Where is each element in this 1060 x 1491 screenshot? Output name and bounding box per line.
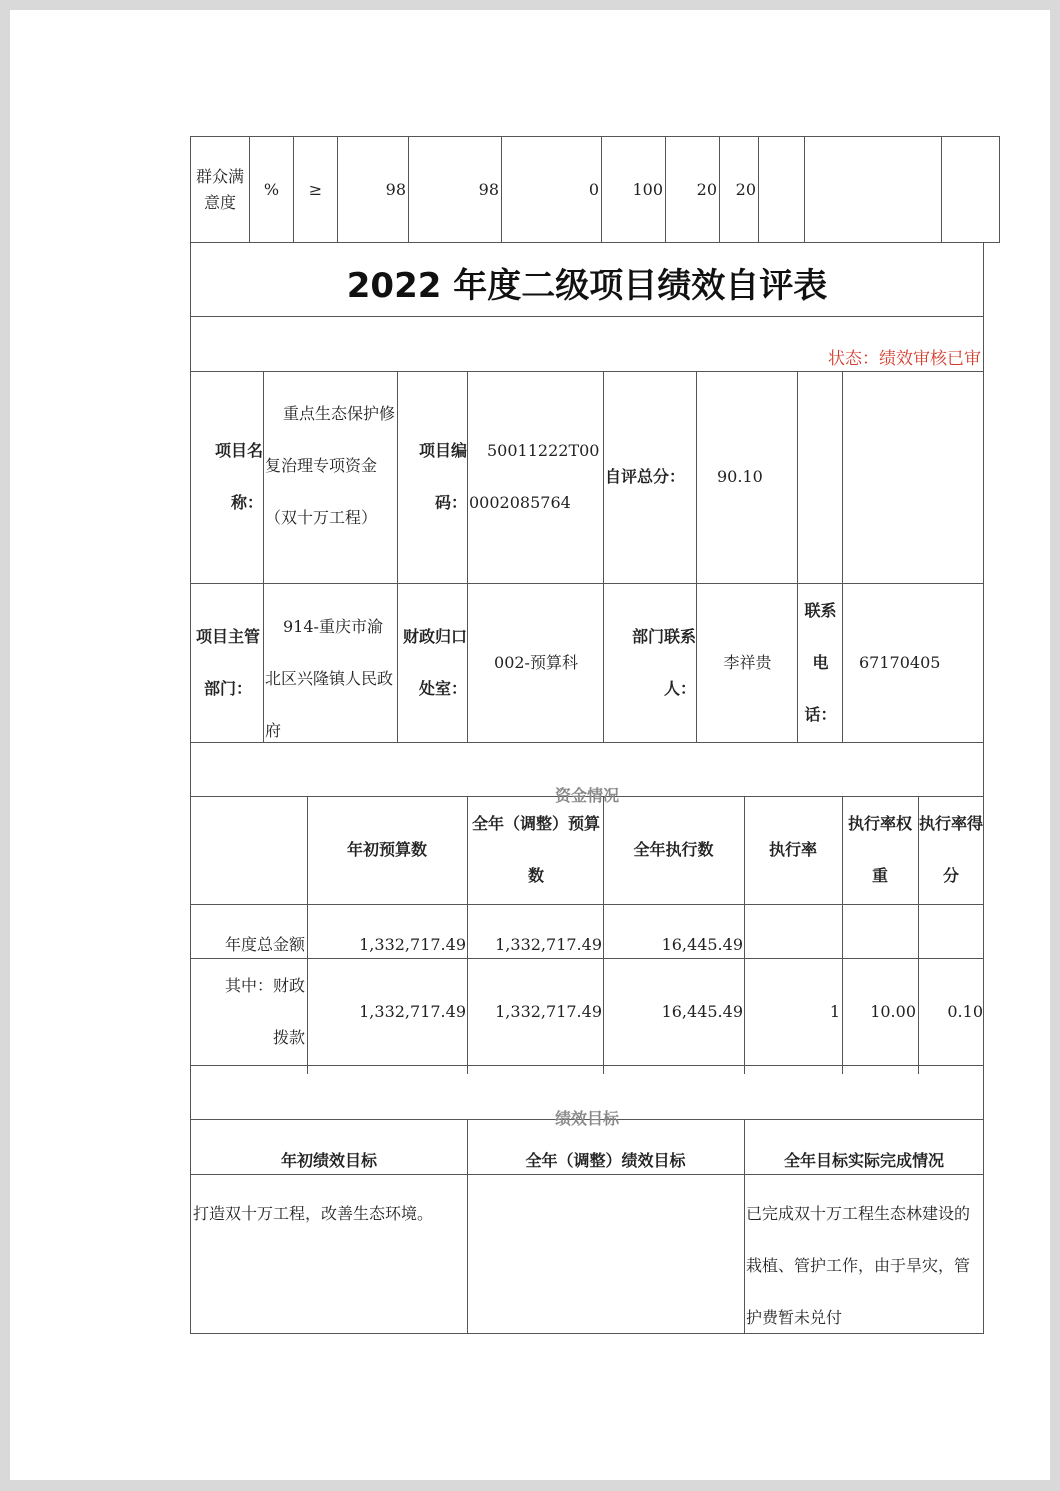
indicator-name-cell — [191, 137, 250, 243]
value-text: 002-预算科 — [494, 652, 578, 672]
divider — [397, 371, 398, 742]
funds-row-label — [191, 958, 305, 1065]
funds-row-weight — [842, 958, 916, 1065]
document-page — [10, 10, 1050, 1480]
funds-header-weight — [842, 796, 918, 904]
project-code-label — [399, 371, 467, 583]
phone-label — [799, 583, 842, 742]
header-text: 执行率 — [768, 840, 817, 859]
score-value: 20 — [735, 179, 756, 199]
self-score-label — [605, 371, 696, 583]
empty-cell — [942, 137, 1000, 243]
header-text: 执行率权重 — [847, 814, 912, 885]
funds-header-score — [918, 796, 984, 904]
weight-value: 20 — [696, 179, 717, 199]
divider — [191, 742, 983, 743]
label-text: 项目名称： — [214, 441, 263, 512]
operator-value: ≥ — [308, 179, 323, 199]
rate-cell — [602, 137, 666, 243]
divider — [191, 316, 983, 317]
header-text: 年初绩效目标 — [280, 1151, 377, 1170]
self-evaluation-form — [190, 243, 984, 1334]
funds-row-initial — [307, 958, 466, 1065]
value-text: 打造双十万工程，改善生态环境。 — [193, 1204, 434, 1223]
value-text: 1,332,717.49 — [359, 1001, 466, 1021]
finance-office-value — [469, 583, 603, 742]
goals-header-adjusted — [467, 1119, 744, 1174]
table-row — [191, 137, 1000, 243]
value-text: 67170405 — [859, 652, 941, 672]
value-text: 1,332,717.49 — [495, 1001, 602, 1021]
funds-row-score — [918, 958, 983, 1065]
value-text: 914-重庆市渝北区兴隆镇人民政府 — [265, 617, 394, 740]
funds-row-adjusted — [467, 958, 602, 1065]
target-value: 98 — [385, 179, 406, 199]
contact-label — [605, 583, 696, 742]
actual-cell — [409, 137, 502, 243]
contact-value — [698, 583, 797, 742]
goals-section-title: 绩效目标 — [554, 1109, 619, 1128]
indicator-name: 群众满意度 — [195, 166, 244, 212]
page-title: 2022 年度二级项目绩效自评表 — [346, 266, 828, 306]
self-score-value — [717, 371, 797, 583]
divider — [797, 371, 798, 742]
value-text: 90.10 — [717, 467, 763, 486]
value-text: 1,332,717.49 — [495, 935, 602, 954]
value-text: 16,445.49 — [661, 1001, 743, 1021]
label-text: 项目编码： — [418, 441, 467, 512]
funds-section-title: 资金情况 — [554, 786, 619, 805]
project-name-label — [193, 371, 263, 583]
header-text: 全年（调整）绩效目标 — [525, 1151, 686, 1170]
phone-value — [859, 583, 979, 742]
header-text: 全年目标实际完成情况 — [783, 1151, 944, 1170]
project-code-value — [469, 371, 603, 583]
header-text: 全年执行数 — [633, 840, 714, 859]
label-text: 联系电话： — [804, 600, 837, 724]
value-text: 0.10 — [947, 1001, 983, 1021]
row-label-text: 其中：财政拨款 — [224, 975, 305, 1047]
project-name-value — [265, 388, 395, 578]
status-text: 状态：绩效审核已审 — [828, 349, 981, 369]
funds-header-executed — [603, 796, 744, 904]
funds-header-initial — [307, 796, 467, 904]
divider — [696, 371, 697, 742]
value-text: 李祥贵 — [723, 652, 772, 672]
target-cell — [338, 137, 409, 243]
funds-row-adjusted — [467, 904, 602, 958]
score-cell — [720, 137, 759, 243]
finance-office-label — [399, 583, 467, 742]
label-text: 部门联系人： — [631, 626, 696, 698]
label-text: 项目主管部门： — [195, 626, 260, 698]
funds-row-label — [191, 904, 305, 958]
funds-header-adjusted — [469, 796, 603, 904]
header-text: 年初预算数 — [346, 840, 427, 859]
empty-cell — [759, 137, 805, 243]
goals-initial-text — [193, 1188, 465, 1328]
value-text: 重点生态保护修复治理专项资金（双十万工程） — [265, 404, 396, 527]
empty-cell — [805, 137, 942, 243]
goals-header-initial — [191, 1119, 467, 1174]
value-text: 1,332,717.49 — [359, 935, 466, 954]
value-text: 10.00 — [870, 1001, 916, 1021]
divider — [191, 1174, 983, 1175]
goals-header-actual — [744, 1119, 984, 1174]
row-label-text: 年度总金额 — [224, 935, 305, 954]
funds-row-initial — [307, 904, 466, 958]
goals-adjusted-text — [469, 1188, 741, 1328]
value-text: 16,445.49 — [661, 935, 743, 954]
divider — [467, 371, 468, 742]
value-text: 1 — [829, 1001, 840, 1021]
divider — [191, 1065, 983, 1066]
divider — [603, 371, 604, 742]
divider — [263, 371, 264, 742]
funds-row-rate — [744, 958, 840, 1065]
funds-row-executed — [603, 958, 743, 1065]
divider — [191, 1333, 983, 1334]
actual-value: 98 — [478, 179, 499, 199]
unit-value: % — [263, 179, 280, 199]
dept-label — [193, 583, 263, 742]
label-text: 自评总分： — [605, 467, 686, 486]
satisfaction-indicator-table — [190, 136, 1000, 243]
operator-cell — [294, 137, 338, 243]
value-text: 已完成双十万工程生态林建设的栽植、管护工作，由于旱灾，管护费暂未兑付 — [746, 1204, 971, 1327]
goals-actual-text — [746, 1188, 982, 1333]
header-text: 全年（调整）预算数 — [471, 814, 600, 885]
rate-value: 100 — [632, 179, 663, 199]
weight-cell — [666, 137, 720, 243]
header-text: 执行率得分 — [918, 814, 983, 885]
value-text: 50011222T000002085764 — [469, 441, 600, 512]
dept-value — [265, 601, 395, 742]
divider — [842, 371, 843, 742]
funds-row-executed — [603, 904, 743, 958]
funds-header-rate — [744, 796, 842, 904]
unit-cell — [250, 137, 294, 243]
deviation-value: 0 — [588, 179, 599, 199]
label-text: 财政归口处室： — [402, 626, 467, 698]
deviation-cell — [502, 137, 602, 243]
